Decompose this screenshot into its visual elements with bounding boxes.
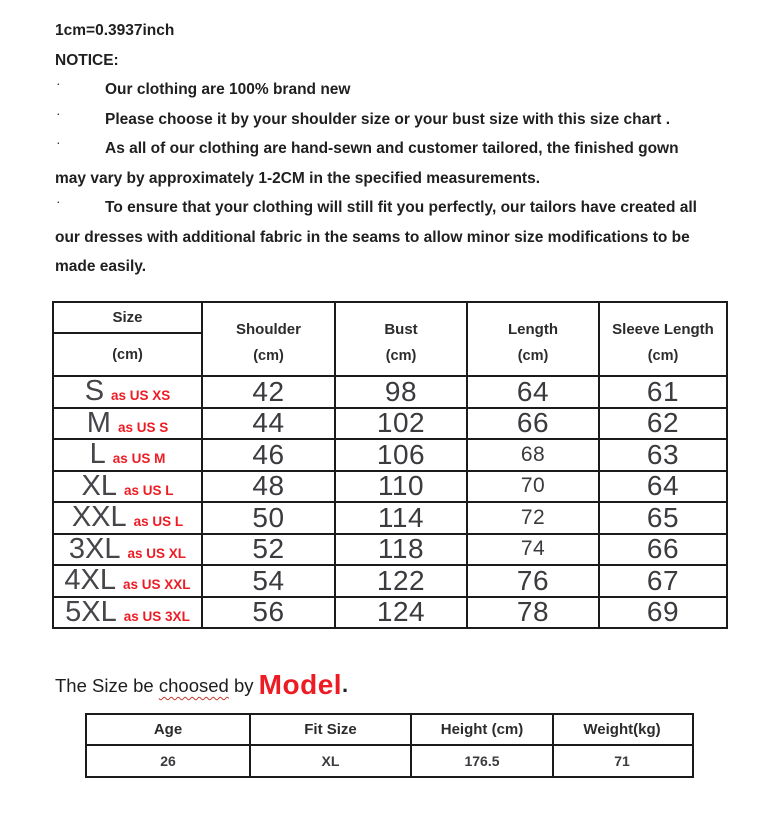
model-info-header-cell: Height (cm) [410,715,552,744]
notice-item-line: our dresses with additional fabric in the seams to allow minor size modifications to be [55,228,690,246]
notice-heading: NOTICE: [55,52,119,69]
measurement-value: 124 [376,596,426,628]
size-label: XL [81,469,117,502]
bullet-marker: · [56,193,61,209]
size-chart-row [54,532,726,567]
notice-list [55,75,745,282]
measurement-cell [201,440,334,470]
model-note-prefix: The Size be [55,675,159,696]
size-label: S [84,375,105,407]
bullet-marker: · [56,104,61,121]
notice-item-line: made easily. [55,258,147,275]
size-label: 4XL [64,564,117,596]
model-info-value-cell: 26 [160,753,176,769]
model-note-connector: by [228,675,259,696]
measurement-cell [598,472,726,502]
size-cell [54,503,201,533]
size-chart-column-header [201,303,334,375]
measurement-cell [598,535,726,565]
measurement-cell [201,472,334,502]
measurement-value: 78 [516,596,550,628]
measurement-value: 67 [646,564,680,596]
measurement-cell [598,503,726,533]
measurement-value: 64 [516,375,550,407]
measurement-cell [598,566,726,596]
size-chart-row [54,377,726,409]
measurement-cell [334,598,466,628]
size-label: 3XL [68,532,121,565]
measurement-value: 74 [520,537,546,561]
notice-item [55,193,745,282]
size-cell [54,469,201,502]
model-info-header-cell: Age [153,721,183,738]
corner-size-label: Size [54,303,201,334]
size-cell [54,406,201,439]
size-chart-table [52,301,728,629]
measurement-cell [201,409,334,439]
model-info-table [85,713,694,778]
intro-section [55,15,745,282]
model-info-value-cell: 71 [552,746,690,776]
size-label: XXL [71,501,127,533]
measurement-value: 68 [520,442,546,466]
measurement-cell [598,377,726,407]
size-chart-column-header [334,303,466,375]
notice-item [55,134,745,193]
size-chart-row [54,440,726,472]
notice-item [55,105,745,135]
measurement-cell [334,503,466,533]
notice-item-line: To ensure that your clothing will still fit you perfectly, our tailors have created all [105,199,697,216]
measurement-cell [466,598,598,628]
measurement-value: 44 [252,407,285,439]
measurement-cell [466,535,598,565]
measurement-value: 102 [376,407,426,439]
measurement-value: 66 [646,533,680,565]
notice-item-line: may vary by approximately 1-2CM in the specified measurements. [55,169,540,187]
model-info-header-row [87,715,692,746]
measurement-cell [201,503,334,533]
model-info-value-cell: 176.5 [410,746,552,776]
column-unit: (cm) [517,348,549,364]
measurement-value: 63 [646,438,680,470]
measurement-cell [598,598,726,628]
measurement-value: 72 [520,505,546,529]
measurement-value: 118 [377,533,425,565]
measurement-value: 52 [252,533,285,565]
us-size-label: as US 3XL [123,608,190,624]
notice-item-line: As all of our clothing are hand-sewn and customer tailored, the finished gown [105,140,679,157]
measurement-value: 122 [376,564,426,596]
measurement-cell [466,566,598,596]
measurement-value: 61 [646,375,680,407]
conversion-note: 1cm=0.3937inch [55,22,175,39]
model-highlight: Model [258,669,343,700]
column-unit: (cm) [253,348,284,364]
model-note-period: . [342,672,349,697]
measurement-cell [466,472,598,502]
measurement-value: 46 [252,438,285,470]
measurement-value: 70 [520,474,546,498]
measurement-value: 54 [252,564,285,596]
size-chart-body [54,377,726,627]
measurement-cell [466,440,598,470]
size-chart-row [54,566,726,598]
notice-item [55,75,745,105]
column-label: Sleeve Length [612,321,714,338]
measurement-value: 98 [384,375,418,407]
us-size-label: as US XL [127,545,187,561]
size-chart-column-header [598,303,726,375]
column-label: Bust [384,321,418,338]
measurement-value: 66 [516,407,550,439]
measurement-cell [466,409,598,439]
size-label: M [86,406,111,439]
size-chart-corner-cell [54,303,201,375]
size-chart-header-row [54,303,726,377]
measurement-value: 42 [252,375,285,407]
size-chart-row [54,503,726,535]
measurement-cell [598,440,726,470]
us-size-label: as US XS [111,388,171,403]
measurement-value: 106 [376,438,426,470]
measurement-cell [466,503,598,533]
measurement-cell [201,598,334,628]
model-note [55,669,348,701]
size-chart-row [54,595,726,628]
bullet-marker: · [56,75,61,91]
model-info-header-cell: Fit Size [249,715,410,744]
measurement-cell [466,377,598,407]
model-note-underlined-word: choosed [158,675,229,696]
us-size-label: as US M [112,451,166,466]
measurement-value: 69 [646,596,680,628]
size-chart-row [54,406,726,441]
measurement-value: 50 [252,501,285,533]
size-cell [54,377,201,407]
size-cell [54,595,201,628]
size-cell [54,566,201,596]
measurement-cell [334,377,466,407]
measurement-cell [201,566,334,596]
us-size-label: as US L [133,514,184,529]
column-label: Length [508,321,558,338]
measurement-value: 114 [377,501,425,533]
measurement-value: 110 [377,470,425,502]
column-unit: (cm) [647,348,679,364]
measurement-value: 62 [646,407,680,439]
model-info-value-cell: XL [249,746,410,776]
size-chart-row [54,469,726,504]
bullet-marker: · [56,134,61,150]
us-size-label: as US S [117,419,169,435]
measurement-cell [334,440,466,470]
size-chart-column-header [466,303,598,375]
measurement-cell [201,377,334,407]
notice-item-line: Our clothing are 100% brand new [105,81,351,98]
measurement-cell [334,472,466,502]
notice-item-line: Please choose it by your shoulder size or your bust size with this size chart . [105,110,671,128]
us-size-label: as US XXL [123,577,191,592]
column-label: Shoulder [235,321,301,338]
us-size-label: as US L [123,482,174,498]
size-label: L [89,438,106,470]
measurement-cell [334,409,466,439]
measurement-value: 76 [516,564,550,596]
measurement-value: 64 [646,470,680,502]
measurement-value: 65 [646,501,680,533]
model-info-header-cell: Weight(kg) [552,715,690,744]
corner-unit-label: (cm) [112,346,143,363]
measurement-cell [334,535,466,565]
measurement-value: 56 [252,596,285,628]
measurement-cell [201,535,334,565]
size-cell [54,532,201,565]
size-cell [54,440,201,470]
measurement-cell [334,566,466,596]
size-label: 5XL [65,595,117,628]
model-info-data-row [87,746,692,776]
measurement-cell [598,409,726,439]
column-unit: (cm) [385,348,417,364]
measurement-value: 48 [252,470,285,502]
